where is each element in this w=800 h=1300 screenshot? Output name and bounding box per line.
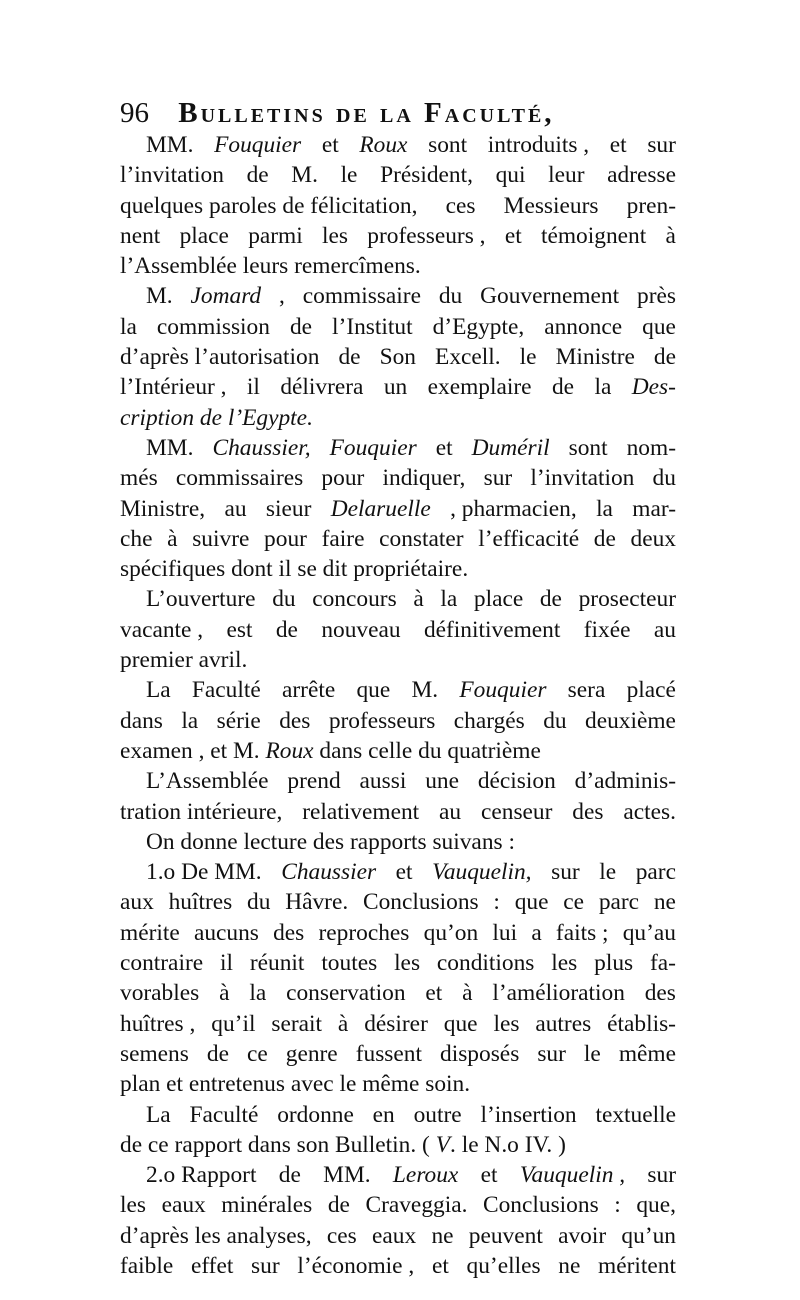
- word: Faculté: [189, 1101, 259, 1128]
- word: de: [551, 374, 575, 401]
- word: et: [609, 132, 627, 158]
- word: Conclusions: [483, 1192, 599, 1219]
- italic-word: Roux: [265, 737, 314, 764]
- word: ces: [445, 192, 476, 219]
- word: L’ouverture: [146, 586, 256, 613]
- word: més: [120, 465, 158, 492]
- word: M.: [291, 162, 318, 189]
- italic-word: Fouquier: [214, 132, 302, 158]
- word: professeurs ,: [367, 222, 486, 249]
- word: semens: [120, 1040, 189, 1067]
- word: arrête: [282, 677, 336, 704]
- word: à: [219, 980, 230, 1007]
- word: que,: [636, 1192, 676, 1219]
- word: d’adminis-: [574, 768, 676, 795]
- text-line: [120, 281, 676, 311]
- word: de: [289, 313, 313, 340]
- italic-word: Chaussier,: [212, 434, 311, 461]
- word: outre: [413, 1101, 462, 1128]
- word: aux: [120, 889, 154, 916]
- text-line: [120, 797, 676, 827]
- word: les: [322, 222, 349, 249]
- word: même: [618, 1040, 676, 1067]
- word: a: [531, 919, 542, 946]
- word: :: [493, 889, 500, 916]
- word: sera: [567, 677, 606, 704]
- word: de: [539, 586, 562, 613]
- text-line: [120, 736, 676, 766]
- italic-word: cription de l’Egypte.: [120, 404, 313, 431]
- word: l’Intérieur ,: [120, 374, 227, 401]
- text-line: [120, 403, 676, 433]
- word: au: [439, 798, 462, 825]
- word: contraire: [120, 950, 204, 977]
- word: à: [665, 222, 676, 249]
- word: placé: [626, 677, 676, 704]
- text-line: [120, 372, 676, 402]
- word: M.: [411, 677, 439, 704]
- word: pour: [321, 465, 365, 492]
- word: Ministre,: [120, 495, 206, 522]
- word: M.: [146, 283, 173, 310]
- word: commissaire: [302, 283, 421, 310]
- word: examen , et M.: [120, 737, 266, 764]
- word: établis-: [607, 1010, 676, 1037]
- word: d’après les analyses,: [120, 1222, 312, 1249]
- text-line: [120, 1039, 676, 1069]
- word: spécifiques dont il se dit propriétaire.: [120, 556, 469, 583]
- page-number: 96: [120, 97, 149, 129]
- word: du: [438, 283, 463, 310]
- word: de: [246, 162, 269, 189]
- word: plan et entretenus avec le même soin.: [120, 1071, 471, 1098]
- word: les: [120, 1192, 146, 1219]
- word: ne: [653, 889, 676, 916]
- text-line: [120, 1130, 676, 1160]
- word: MM.: [146, 434, 194, 461]
- word: minérales: [221, 1192, 313, 1219]
- word: un: [383, 374, 408, 401]
- word: l’invitation: [120, 162, 224, 189]
- word: La: [146, 1101, 171, 1128]
- text-line: [120, 1069, 676, 1099]
- word: et: [504, 222, 522, 249]
- word: Président,: [380, 162, 473, 189]
- word: sur: [483, 465, 513, 492]
- word: définitivement: [423, 616, 561, 643]
- word: faire: [321, 525, 365, 552]
- word: sur: [647, 1162, 676, 1189]
- word: Gouvernement: [480, 283, 620, 310]
- word: de: [275, 616, 298, 643]
- text-line: [120, 1221, 676, 1251]
- word: professeurs: [328, 707, 436, 734]
- word: 1.o De MM.: [146, 859, 262, 886]
- word: reproches: [318, 919, 410, 946]
- word: des: [273, 919, 305, 946]
- word: eaux: [161, 1192, 206, 1219]
- italic-word: V: [435, 1131, 450, 1158]
- word: des: [644, 980, 676, 1007]
- word: textuelle: [595, 1101, 676, 1128]
- word: la: [120, 313, 137, 340]
- word: place: [473, 586, 524, 613]
- word: annonce: [544, 313, 623, 340]
- word: délivrera: [280, 374, 364, 401]
- word: :: [614, 1192, 621, 1219]
- text-line: [120, 766, 676, 796]
- word: prend: [287, 768, 341, 795]
- word: Conclusions: [362, 889, 479, 916]
- word: réunit: [249, 950, 305, 977]
- word: la: [440, 586, 458, 613]
- italic-word: Duméril: [471, 434, 550, 461]
- word: aucuns: [193, 919, 259, 946]
- word: premier avril.: [120, 647, 248, 674]
- word: série: [216, 707, 261, 734]
- text-line: [120, 584, 676, 614]
- text-line: [120, 827, 676, 857]
- word: et: [435, 434, 453, 461]
- word: , pharmacien,: [450, 495, 577, 522]
- word: peuvent: [468, 1222, 543, 1249]
- word: faits ;: [555, 919, 609, 946]
- text-line: [120, 524, 676, 554]
- word: de: [338, 344, 361, 371]
- word: ordonne: [277, 1101, 354, 1128]
- word: Excell.: [435, 344, 501, 371]
- word: sont: [568, 434, 608, 461]
- text-line: [120, 857, 676, 887]
- word: témoignent: [540, 222, 647, 249]
- word: à: [462, 980, 473, 1007]
- word: On donne lecture des rapports suivans :: [146, 828, 515, 855]
- word: che: [120, 525, 153, 552]
- text-line: [120, 1251, 676, 1281]
- word: sur: [647, 132, 676, 158]
- word: fa-: [650, 950, 676, 977]
- word: que: [642, 313, 676, 340]
- text-line: [120, 160, 676, 190]
- word: dans celle du quatrième: [313, 737, 541, 764]
- word: indiquer,: [382, 465, 466, 492]
- word: les: [493, 1010, 520, 1037]
- word: dans: [120, 707, 163, 734]
- word: de: [593, 525, 616, 552]
- word: à: [413, 586, 424, 613]
- word: en: [372, 1101, 395, 1128]
- word: tration intérieure,: [120, 798, 283, 825]
- word: qu’il: [211, 1010, 256, 1037]
- word: l’amélioration: [492, 980, 625, 1007]
- body-text: [120, 130, 676, 1281]
- italic-word: Jomard: [190, 283, 262, 310]
- word: méritent: [598, 1252, 676, 1279]
- text-line: [120, 1100, 676, 1130]
- word: du: [272, 586, 296, 613]
- text-line: [120, 463, 676, 493]
- text-line: [120, 221, 676, 251]
- word: La: [146, 677, 171, 704]
- word: que: [356, 677, 391, 704]
- word: des: [572, 798, 604, 825]
- word: ce: [246, 1040, 268, 1067]
- word: et: [480, 1162, 498, 1189]
- italic-word: Fouquier: [459, 677, 547, 704]
- running-title: Bulletins de la Faculté,: [178, 97, 555, 129]
- word: à: [337, 1010, 349, 1037]
- word: la: [249, 980, 267, 1007]
- word: actes.: [623, 798, 676, 825]
- word: il: [220, 950, 233, 977]
- word: le: [583, 1040, 601, 1067]
- word: vacante ,: [120, 616, 204, 643]
- word: effet: [190, 1252, 234, 1279]
- word: censeur: [480, 798, 553, 825]
- word: ,: [279, 283, 285, 310]
- word: suivre: [192, 525, 250, 552]
- italic-word: Delaruelle: [330, 495, 431, 522]
- word: la: [594, 374, 612, 401]
- word: sur: [537, 1040, 566, 1067]
- word: d’Egypte,: [432, 313, 525, 340]
- word: huîtres: [168, 889, 233, 916]
- word: décision: [477, 768, 556, 795]
- word: de ce rapport dans son Bulletin. (: [120, 1131, 436, 1158]
- word: est: [226, 616, 253, 643]
- text-line: [120, 706, 676, 736]
- word: sont: [428, 132, 468, 158]
- word: de: [278, 1162, 301, 1189]
- text-line: [120, 675, 676, 705]
- word: qu’on: [423, 919, 479, 946]
- text-line: [120, 191, 676, 221]
- word: Craveggia.: [365, 1192, 468, 1219]
- word: du: [652, 465, 676, 492]
- word: L’Assemblée: [146, 768, 269, 795]
- word: ce: [563, 889, 585, 916]
- word: la: [596, 495, 613, 522]
- text-line: [120, 645, 676, 675]
- word: commissaires: [175, 465, 304, 492]
- text-line: [120, 615, 676, 645]
- word: pour: [264, 525, 307, 552]
- word: le: [599, 859, 617, 886]
- text-line: [120, 918, 676, 948]
- word: l’Institut: [332, 313, 413, 340]
- word: une: [425, 768, 459, 795]
- word: l’économie ,: [297, 1252, 415, 1279]
- word: au: [224, 495, 247, 522]
- word: Son: [379, 344, 416, 371]
- italic-word: Vauquelin ,: [519, 1162, 626, 1189]
- word: concours: [312, 586, 397, 613]
- word: Faculté: [191, 677, 261, 704]
- word: vorables: [120, 980, 200, 1007]
- word: à: [167, 525, 178, 552]
- word: autres: [535, 1010, 592, 1037]
- word: du: [247, 889, 271, 916]
- word: le: [519, 344, 537, 371]
- word: d’après l’autorisation: [120, 344, 320, 371]
- word: nouveau: [321, 616, 401, 643]
- text-line: [120, 887, 676, 917]
- word: près: [637, 283, 676, 310]
- italic-word: Des-: [631, 374, 676, 401]
- word: l’Assemblée leurs remercîmens.: [120, 253, 421, 280]
- word: toutes: [321, 950, 378, 977]
- word: qui: [495, 162, 526, 189]
- word: du: [543, 707, 567, 734]
- word: 2.o Rapport: [146, 1162, 257, 1189]
- word: . le N.o IV. ): [450, 1131, 566, 1158]
- word: serait: [271, 1010, 323, 1037]
- text-line: [120, 130, 676, 160]
- italic-word: Leroux: [392, 1162, 459, 1189]
- word: exemplaire: [427, 374, 532, 401]
- word: huîtres ,: [120, 1010, 196, 1037]
- word: leur: [548, 162, 585, 189]
- word: disposés: [440, 1040, 520, 1067]
- word: pren-: [626, 192, 676, 219]
- italic-word: Fouquier: [329, 434, 417, 461]
- word: et: [431, 1252, 449, 1279]
- text-line: [120, 554, 676, 584]
- word: que: [443, 1010, 478, 1037]
- word: et: [395, 859, 413, 886]
- word: faible: [120, 1252, 174, 1279]
- word: sieur: [265, 495, 312, 522]
- word: qu’un: [621, 1222, 676, 1249]
- word: MM.: [323, 1162, 371, 1189]
- word: MM.: [146, 132, 194, 158]
- word: aussi: [359, 768, 407, 795]
- word: ces: [326, 1222, 357, 1249]
- word: l’invitation: [530, 465, 635, 492]
- word: mar-: [632, 495, 676, 522]
- word: sur: [251, 1252, 280, 1279]
- word: conservation: [286, 980, 406, 1007]
- word: de: [206, 1040, 229, 1067]
- word: eaux: [372, 1222, 417, 1249]
- text-line: [120, 1160, 676, 1190]
- word: mérite: [120, 919, 180, 946]
- text-line: [120, 251, 676, 281]
- word: introduits ,: [487, 132, 590, 158]
- word: nent: [120, 222, 161, 249]
- text-line: [120, 494, 676, 524]
- word: et: [425, 980, 443, 1007]
- italic-word: Chaussier: [281, 859, 377, 886]
- word: de: [653, 344, 676, 371]
- word: des: [279, 707, 311, 734]
- word: Ministre: [555, 344, 635, 371]
- word: place: [179, 222, 229, 249]
- text-line: [120, 433, 676, 463]
- italic-word: Vauquelin,: [432, 859, 532, 886]
- word: deux: [630, 525, 676, 552]
- text-line: [120, 342, 676, 372]
- word: fussent: [355, 1040, 422, 1067]
- word: l’insertion: [480, 1101, 577, 1128]
- word: quelques paroles de félicitation,: [120, 192, 418, 219]
- word: sur: [551, 859, 580, 886]
- word: relativement: [302, 798, 420, 825]
- text-line: [120, 1009, 676, 1039]
- word: fixée: [583, 616, 631, 643]
- word: Messieurs: [503, 192, 599, 219]
- text-line: [120, 1190, 676, 1220]
- word: que: [514, 889, 549, 916]
- word: nom-: [626, 434, 676, 461]
- word: parc: [635, 859, 676, 886]
- word: lui: [492, 919, 518, 946]
- word: genre: [285, 1040, 338, 1067]
- word: qu’au: [622, 919, 676, 946]
- word: chargés: [453, 707, 525, 734]
- word: prosecteur: [578, 586, 676, 613]
- text-line: [120, 312, 676, 342]
- word: conditions: [436, 950, 535, 977]
- word: ne: [431, 1222, 454, 1249]
- word: et: [321, 132, 339, 158]
- word: parc: [598, 889, 640, 916]
- word: désirer: [364, 1010, 428, 1037]
- word: commission: [156, 313, 270, 340]
- word: parmi: [248, 222, 303, 249]
- word: ne: [558, 1252, 581, 1279]
- word: le: [340, 162, 358, 189]
- word: constater: [379, 525, 464, 552]
- text-line: [120, 948, 676, 978]
- word: deuxième: [585, 707, 676, 734]
- word: au: [653, 616, 676, 643]
- word: de: [327, 1192, 350, 1219]
- italic-word: Roux: [359, 132, 408, 158]
- word: plus: [594, 950, 634, 977]
- word: Hâvre.: [285, 889, 349, 916]
- word: la: [181, 707, 199, 734]
- word: avoir: [558, 1222, 607, 1249]
- word: les: [394, 950, 421, 977]
- text-line: [120, 978, 676, 1008]
- word: l’efficacité: [478, 525, 580, 552]
- word: adresse: [607, 162, 676, 189]
- word: qu’elles: [466, 1252, 541, 1279]
- word: les: [551, 950, 578, 977]
- word: il: [246, 374, 260, 401]
